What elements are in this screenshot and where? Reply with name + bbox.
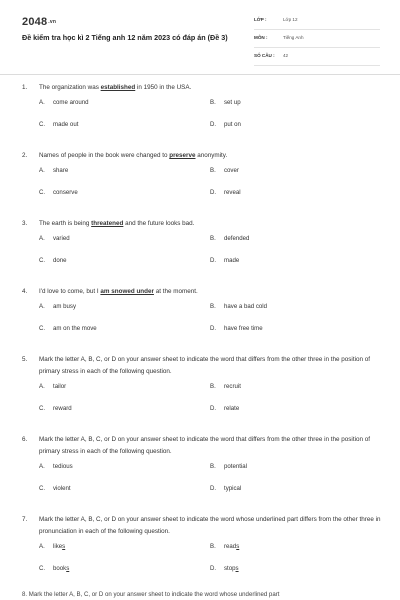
option-text: violent	[53, 485, 71, 492]
option-letter: D.	[210, 405, 217, 412]
option-letter: D.	[210, 189, 217, 196]
option-text: share	[53, 167, 69, 174]
options	[22, 383, 382, 429]
meta-label: MÔN :	[254, 35, 268, 40]
question-stem	[22, 434, 382, 458]
question-stem	[22, 82, 382, 94]
question-stem	[22, 218, 382, 230]
underlined-part: s	[66, 565, 70, 572]
option-letter: D.	[210, 565, 217, 572]
option-letter: A.	[39, 167, 45, 174]
meta-subject-row	[254, 33, 380, 48]
question-number: 1.	[22, 84, 28, 91]
meta-class-row	[254, 15, 380, 30]
option-text: recruit	[224, 383, 241, 390]
question-number: 7.	[22, 516, 28, 523]
options	[22, 543, 382, 589]
question	[22, 218, 382, 281]
option-text: have a bad cold	[224, 303, 268, 310]
option-a[interactable]	[39, 303, 76, 310]
option-letter: C.	[39, 325, 46, 332]
underlined-part: s	[236, 543, 240, 550]
option-text: reveal	[224, 189, 241, 196]
options	[22, 167, 382, 213]
header	[0, 0, 400, 74]
option-letter: B.	[210, 543, 216, 550]
option-a[interactable]	[39, 383, 66, 390]
underlined-word: established	[100, 84, 136, 91]
option-letter: A.	[39, 235, 45, 242]
option-d[interactable]	[210, 405, 239, 412]
option-a[interactable]	[39, 543, 65, 550]
question	[22, 354, 382, 429]
option-letter: A.	[39, 303, 45, 310]
option-letter: C.	[39, 257, 46, 264]
question-text: Mark the letter A, B, C, or D on your answer sheet to indicate the word that differs from the other three in the position of primary stress in each of the following question.	[39, 436, 370, 455]
option-c[interactable]	[39, 405, 72, 412]
option-text: potential	[224, 463, 248, 470]
option-d[interactable]	[210, 485, 241, 492]
option-text: am on the move	[53, 325, 97, 332]
underlined-word: preserve	[169, 152, 196, 159]
option-text: set up	[224, 99, 241, 106]
option-text: stops	[224, 565, 239, 572]
option-letter: B.	[210, 235, 216, 242]
option-d[interactable]	[210, 121, 241, 128]
option-a[interactable]	[39, 463, 73, 470]
options	[22, 303, 382, 349]
option-text: have free time	[224, 325, 263, 332]
option-letter: A.	[39, 99, 45, 106]
question-text: Mark the letter A, B, C, or D on your answer sheet to indicate the word that differs from the other three in the position of primary stress in each of the following question.	[39, 356, 370, 375]
underlined-word: threatened	[91, 220, 124, 227]
option-letter: A.	[39, 543, 45, 550]
question	[22, 514, 382, 589]
question	[22, 434, 382, 509]
underlined-part: s	[235, 565, 239, 572]
option-text: likes	[53, 543, 66, 550]
option-text: varied	[53, 235, 70, 242]
site-logo[interactable]: 2048.vn	[22, 16, 57, 28]
question-stem	[22, 286, 382, 298]
meta-value: Lớp 12	[283, 17, 298, 22]
question	[22, 82, 382, 145]
meta-value: 42	[283, 53, 289, 58]
option-letter: D.	[210, 121, 217, 128]
option-letter: D.	[210, 325, 217, 332]
question-number: 5.	[22, 356, 28, 363]
option-letter: A.	[39, 383, 45, 390]
options	[22, 463, 382, 509]
option-c[interactable]	[39, 325, 97, 332]
option-letter: B.	[210, 383, 216, 390]
option-letter: B.	[210, 167, 216, 174]
option-b[interactable]	[210, 235, 249, 242]
options	[22, 99, 382, 145]
option-b[interactable]	[210, 543, 239, 550]
option-c[interactable]	[39, 257, 67, 264]
option-letter: D.	[210, 485, 217, 492]
question-stem	[22, 514, 382, 538]
option-text: relate	[224, 405, 240, 412]
question-stem	[22, 354, 382, 378]
option-d[interactable]	[210, 189, 241, 196]
option-letter: D.	[210, 257, 217, 264]
option-text: am busy	[53, 303, 77, 310]
option-letter: B.	[210, 99, 216, 106]
option-text: put on	[224, 121, 241, 128]
option-letter: C.	[39, 485, 46, 492]
question	[22, 150, 382, 213]
option-text: tailor	[53, 383, 67, 390]
question-number: 4.	[22, 288, 28, 295]
option-text: cover	[224, 167, 239, 174]
option-text: typical	[224, 485, 242, 492]
option-b[interactable]	[210, 383, 241, 390]
option-letter: B.	[210, 303, 216, 310]
question-text: I'd love to come, but I am snowed under at the moment.	[39, 288, 198, 295]
option-c[interactable]	[39, 565, 69, 572]
question-number: 3.	[22, 220, 28, 227]
option-c[interactable]	[39, 121, 78, 128]
option-b[interactable]	[210, 99, 241, 106]
option-text: come around	[53, 99, 89, 106]
option-a[interactable]	[39, 235, 70, 242]
question	[22, 286, 382, 349]
question-text: The earth is being threatened and the future looks bad.	[39, 220, 195, 227]
meta-label: SỐ CÂU :	[254, 53, 275, 58]
option-b[interactable]	[210, 463, 247, 470]
meta-label: LỚP :	[254, 17, 267, 22]
option-text: books	[53, 565, 70, 572]
meta-info	[254, 15, 380, 69]
document-title: Đề kiểm tra học kì 2 Tiếng anh 12 năm 2023 có đáp án (Đề 3)	[22, 33, 228, 42]
option-a[interactable]	[39, 99, 89, 106]
option-text: done	[53, 257, 67, 264]
options	[22, 235, 382, 281]
option-text: reward	[53, 405, 72, 412]
option-b[interactable]	[210, 167, 239, 174]
option-letter: C.	[39, 189, 46, 196]
question-stem	[22, 150, 382, 162]
question-text: Names of people in the book were changed to preserve anonymity.	[39, 152, 228, 159]
option-text: reads	[224, 543, 240, 550]
option-letter: B.	[210, 463, 216, 470]
meta-count-row	[254, 51, 380, 66]
option-letter: C.	[39, 121, 46, 128]
option-text: made	[224, 257, 240, 264]
question-partial: 8. Mark the letter A, B, C, or D on your answer sheet to indicate the word whose underlined part	[22, 591, 280, 598]
option-text: made out	[53, 121, 79, 128]
option-d[interactable]	[210, 565, 239, 572]
option-letter: C.	[39, 565, 46, 572]
option-a[interactable]	[39, 167, 68, 174]
underlined-word: am snowed under	[100, 288, 154, 295]
option-d[interactable]	[210, 257, 239, 264]
question-text: The organization was established in 1950 in the USA.	[39, 84, 192, 91]
meta-value: Tiếng Anh	[283, 35, 304, 40]
question-number: 6.	[22, 436, 28, 443]
header-divider	[0, 74, 400, 75]
option-text: defended	[224, 235, 250, 242]
option-text: tedious	[53, 463, 73, 470]
option-c[interactable]	[39, 189, 78, 196]
option-letter: A.	[39, 463, 45, 470]
option-c[interactable]	[39, 485, 71, 492]
option-text: conserve	[53, 189, 78, 196]
underlined-part: s	[62, 543, 66, 550]
question-text: Mark the letter A, B, C, or D on your answer sheet to indicate the word whose underlined part differs from the other three in pronunciation in each of the following question.	[39, 516, 381, 535]
option-b[interactable]	[210, 303, 267, 310]
question-number: 2.	[22, 152, 28, 159]
option-d[interactable]	[210, 325, 263, 332]
option-letter: C.	[39, 405, 46, 412]
